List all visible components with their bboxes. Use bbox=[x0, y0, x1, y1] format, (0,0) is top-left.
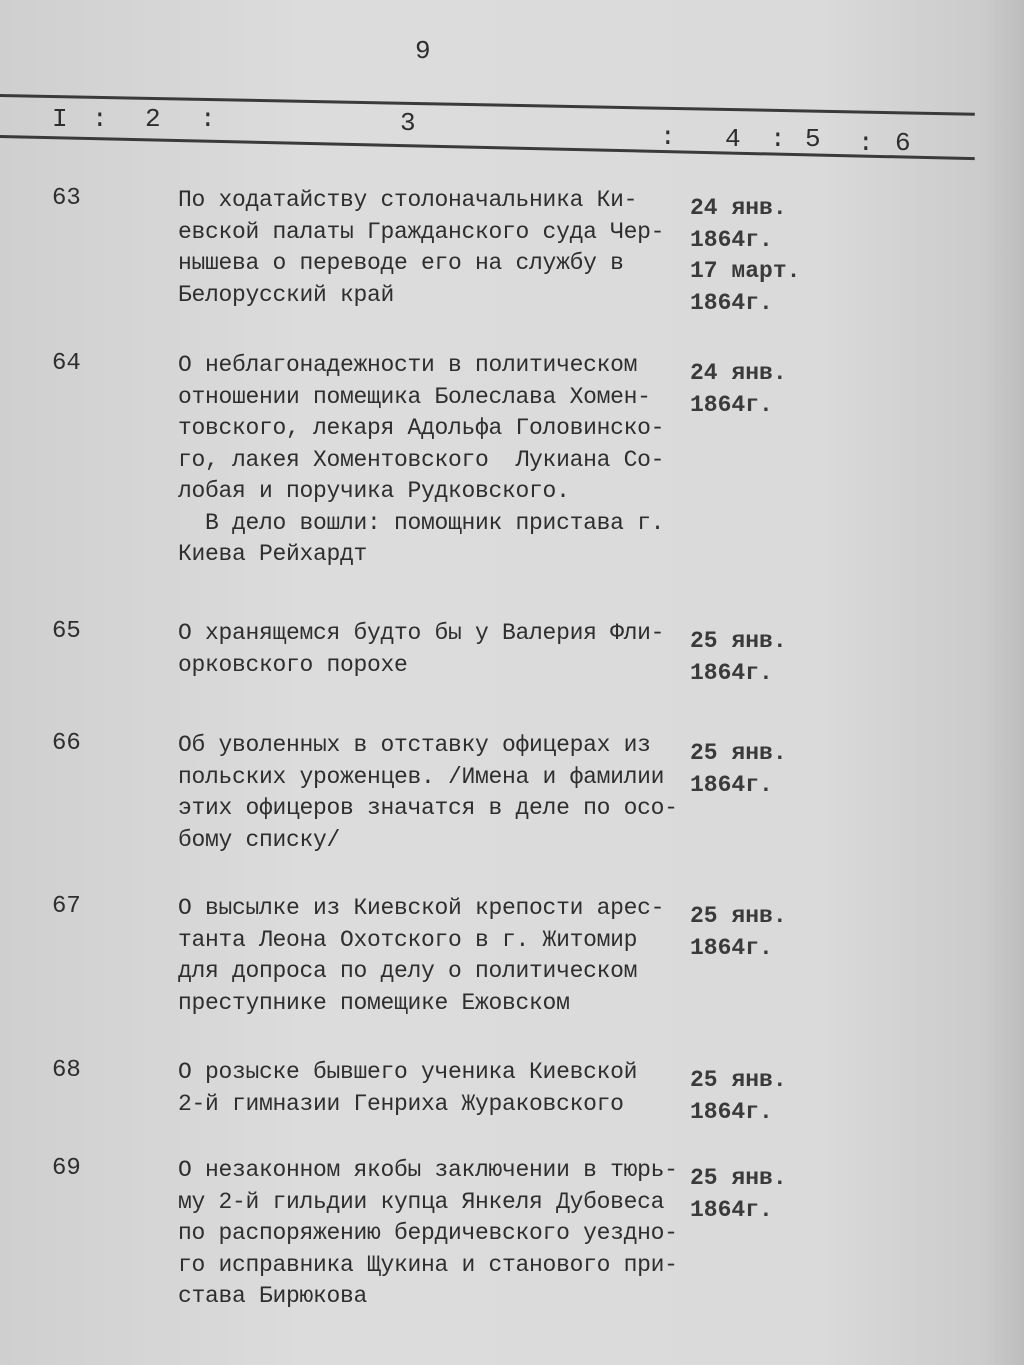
entry-dates bbox=[690, 738, 820, 801]
entry-dates bbox=[690, 358, 820, 421]
description-line: по распоряжению бердичевского уездно- bbox=[178, 1220, 678, 1246]
description-line: става Бирюкова bbox=[178, 1283, 368, 1309]
date-line: 25 янв. bbox=[690, 1165, 787, 1191]
date-line: 24 янв. bbox=[690, 195, 787, 221]
date-line: 1864г. bbox=[690, 934, 773, 961]
description-line: товского, лекаря Адольфа Головинско- bbox=[178, 415, 665, 441]
description-line: О незаконном якобы заключении в тюрь- bbox=[178, 1157, 678, 1183]
entry-description bbox=[178, 1155, 678, 1313]
column-separator: : bbox=[92, 104, 108, 134]
description-line: В дело вошли: помощник пристава г. bbox=[178, 509, 665, 536]
date-line: 1864г. bbox=[690, 1196, 773, 1223]
description-line: му 2-й гильдии купца Янкеля Дубовеса bbox=[178, 1188, 665, 1215]
date-line: 1864г. bbox=[690, 1098, 773, 1125]
date-line: 1864г. bbox=[690, 289, 773, 316]
entry-number: 63 bbox=[52, 185, 81, 212]
description-line: для допроса по делу о политическом bbox=[178, 958, 638, 984]
date-line: 25 янв. bbox=[690, 903, 787, 929]
column-number: 6 bbox=[895, 128, 911, 158]
date-line: 1864г. bbox=[690, 391, 773, 418]
description-line: танта Леона Охотского в г. Житомир bbox=[178, 926, 638, 953]
column-number: 5 bbox=[805, 124, 821, 154]
page-number: 9 bbox=[415, 36, 431, 66]
description-line: лобая и поручика Рудковского. bbox=[178, 478, 570, 504]
description-line: этих офицеров значатся в деле по осо- bbox=[178, 795, 678, 821]
description-line: го исправника Щукина и станового при- bbox=[178, 1251, 678, 1278]
date-line: 24 янв. bbox=[690, 360, 787, 386]
entry-dates bbox=[690, 193, 820, 319]
column-separator: : bbox=[858, 128, 874, 158]
description-line: го, лакея Хоментовского Лукиана Со- bbox=[178, 446, 665, 473]
entry-number: 66 bbox=[52, 730, 81, 757]
column-number: 4 bbox=[725, 124, 741, 154]
date-line: 25 янв. bbox=[690, 1067, 787, 1093]
entry-number: 65 bbox=[52, 618, 81, 645]
description-line: Об уволенных в отставку офицерах из bbox=[178, 732, 651, 758]
entry-description bbox=[178, 618, 678, 681]
description-line: О розыске бывшего ученика Киевской bbox=[178, 1059, 638, 1085]
entry-description bbox=[178, 730, 678, 856]
description-line: нышева о переводе его на службу в bbox=[178, 250, 624, 276]
date-line: 25 янв. bbox=[690, 628, 787, 654]
description-line: О высылке из Киевской крепости арес- bbox=[178, 895, 665, 921]
column-number: 2 bbox=[145, 104, 161, 134]
entry-dates bbox=[690, 1065, 820, 1128]
entry-description bbox=[178, 893, 678, 1019]
description-line: преступнике помещике Ежовском bbox=[178, 989, 570, 1016]
entry-description bbox=[178, 1057, 678, 1120]
description-line: евской палаты Гражданского суда Чер- bbox=[178, 218, 665, 245]
column-separator: : bbox=[200, 104, 216, 134]
entry-number: 64 bbox=[52, 350, 81, 377]
date-line: 25 янв. bbox=[690, 740, 787, 766]
column-number: I bbox=[52, 104, 68, 134]
entry-description bbox=[178, 185, 678, 311]
description-line: 2-й гимназии Генриха Жураковского bbox=[178, 1090, 624, 1117]
description-line: По ходатайству столоначальника Ки- bbox=[178, 187, 638, 213]
entry-number: 69 bbox=[52, 1155, 81, 1182]
description-line: польских уроженцев. /Имена и фамилии bbox=[178, 763, 665, 790]
date-line: 17 март. bbox=[690, 258, 801, 284]
column-number: 3 bbox=[400, 108, 416, 138]
description-line: Киева Рейхардт bbox=[178, 541, 368, 567]
entry-description bbox=[178, 350, 678, 571]
column-separator: : bbox=[770, 124, 786, 154]
description-line: Белорусский край bbox=[178, 281, 395, 308]
description-line: отношении помещика Болеслава Хомен- bbox=[178, 383, 651, 410]
description-line: орковского порохе bbox=[178, 651, 408, 678]
entry-number: 67 bbox=[52, 893, 81, 920]
description-line: бому списку/ bbox=[178, 826, 341, 853]
entry-dates bbox=[690, 626, 820, 689]
description-line: О неблагонадежности в политическом bbox=[178, 352, 638, 378]
entry-dates bbox=[690, 901, 820, 964]
date-line: 1864г. bbox=[690, 226, 773, 253]
column-separator: : bbox=[660, 122, 676, 152]
entry-number: 68 bbox=[52, 1057, 81, 1084]
entry-dates bbox=[690, 1163, 820, 1226]
date-line: 1864г. bbox=[690, 659, 773, 686]
description-line: О хранящемся будто бы у Валерия Фли- bbox=[178, 620, 665, 646]
header-bottom-rule bbox=[0, 135, 975, 160]
date-line: 1864г. bbox=[690, 771, 773, 798]
